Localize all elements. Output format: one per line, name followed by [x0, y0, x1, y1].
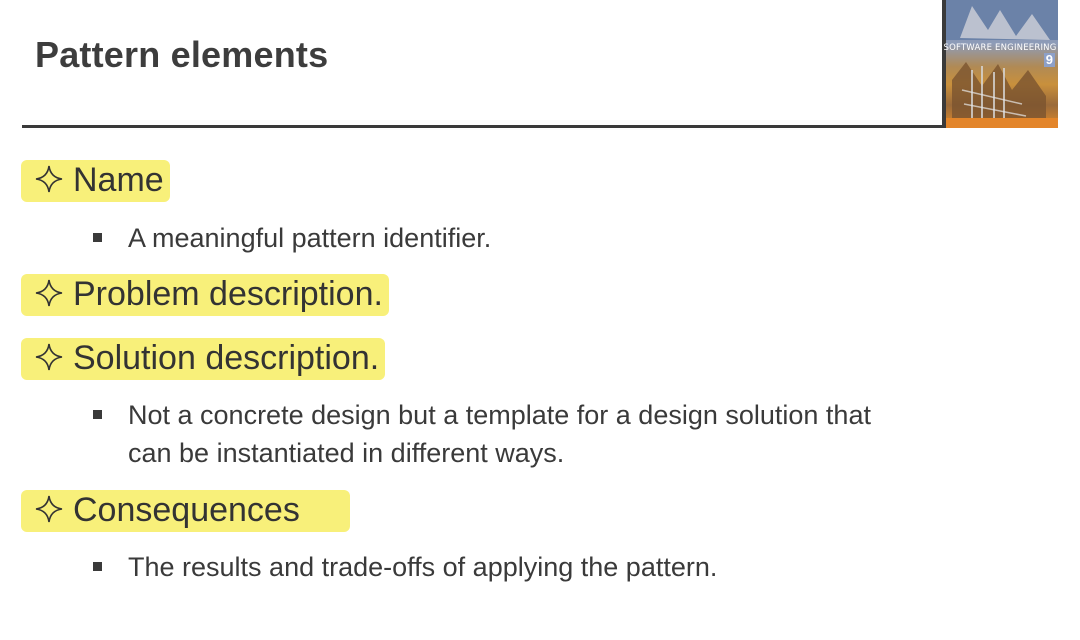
- square-bullet-icon: [93, 410, 102, 419]
- book-cover-logo: [942, 0, 1058, 128]
- bullet-heading: Name: [73, 161, 164, 199]
- logo-edition: 9: [1045, 52, 1053, 67]
- bullet-heading: Solution description.: [73, 339, 380, 377]
- slide-title: Pattern elements: [35, 34, 329, 75]
- square-bullet-icon: [93, 562, 102, 571]
- sub-bullet-line-1: Not a concrete design but a template for a design solution that: [128, 400, 871, 430]
- bullet-heading: Consequences: [73, 491, 300, 529]
- square-bullet-icon: [93, 233, 102, 242]
- highlight: [21, 160, 170, 202]
- highlight: [21, 490, 350, 532]
- diamond-star-icon: [35, 492, 65, 532]
- sub-bullet-line-2: can be instantiated in different ways.: [128, 438, 565, 468]
- bullet-problem-description: [35, 274, 389, 316]
- logo-text: SOFTWARE ENGINEERING: [943, 43, 1057, 53]
- header-divider: [22, 125, 942, 128]
- highlight: [21, 274, 389, 316]
- bullet-heading: Problem description.: [73, 275, 383, 313]
- diamond-star-icon: [35, 340, 65, 380]
- sub-bullet: The results and trade-offs of applying the pattern.: [128, 552, 718, 582]
- sub-bullet: A meaningful pattern identifier.: [128, 223, 492, 253]
- bullet-solution-description: [35, 338, 385, 380]
- bullet-consequences: [35, 490, 350, 532]
- bullet-name: [35, 160, 170, 202]
- highlight: [21, 338, 385, 380]
- diamond-star-icon: [35, 276, 65, 316]
- diamond-star-icon: [35, 162, 65, 202]
